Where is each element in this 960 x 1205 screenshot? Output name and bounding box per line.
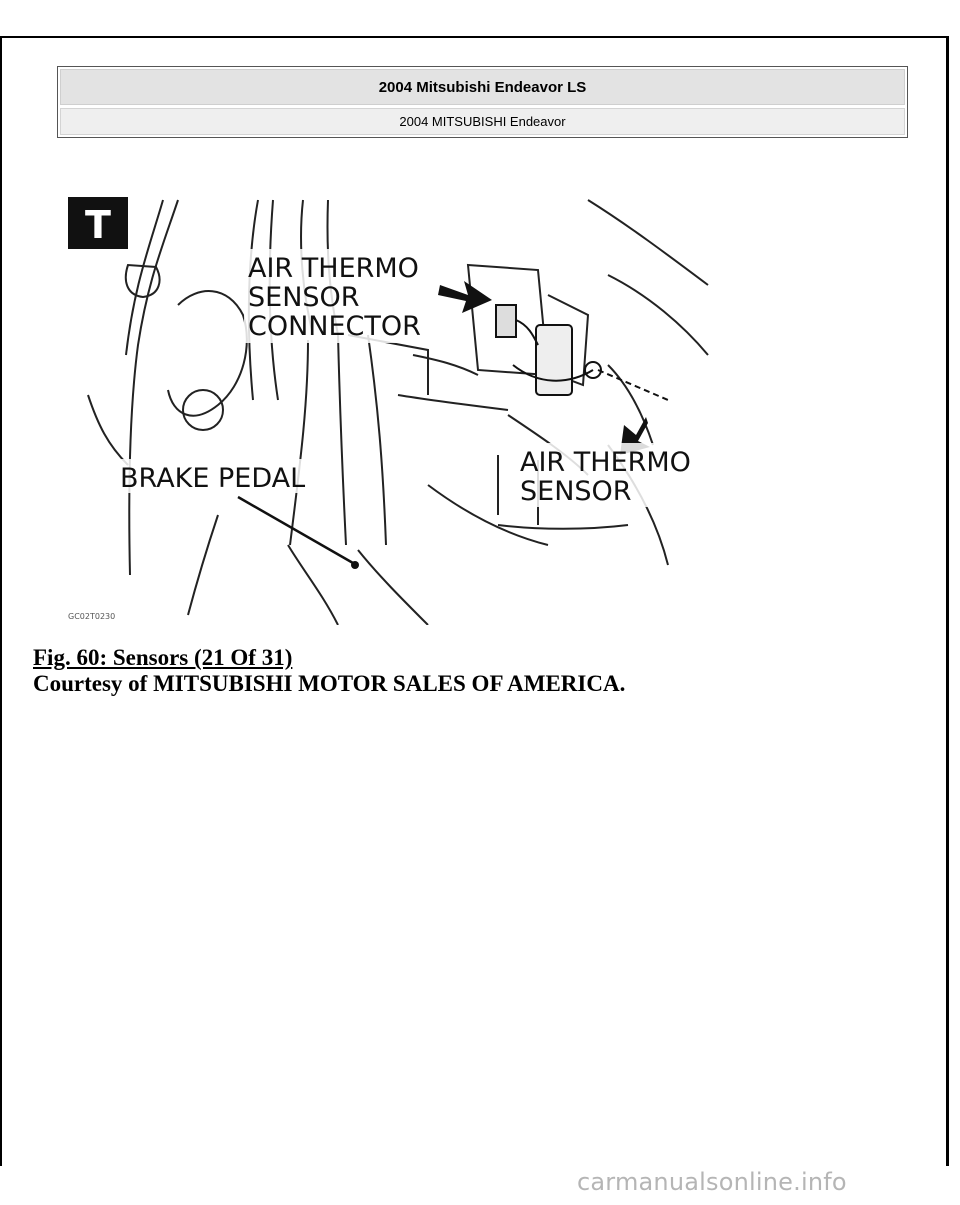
label-connector-line1: AIR THERMO bbox=[248, 253, 419, 284]
figure-image-code: GC02T0230 bbox=[68, 612, 116, 621]
brake-pedal-leader-dot bbox=[351, 561, 359, 569]
corner-badge-letter: T bbox=[85, 203, 111, 247]
label-brake-pedal: BRAKE PEDAL bbox=[120, 463, 306, 494]
header-title: 2004 Mitsubishi Endeavor LS bbox=[60, 69, 905, 105]
document-header bbox=[57, 66, 908, 138]
label-connector-line3: CONNECTOR bbox=[248, 311, 421, 342]
figure-illustration bbox=[68, 185, 728, 625]
footer-watermark: carmanualsonline.info bbox=[577, 1168, 847, 1196]
figure-caption bbox=[33, 645, 625, 697]
header-subtitle: 2004 MITSUBISHI Endeavor bbox=[60, 108, 905, 135]
figure-caption-courtesy: Courtesy of MITSUBISHI MOTOR SALES OF AMERICA. bbox=[33, 671, 626, 696]
connector-detail bbox=[496, 305, 668, 400]
connector-arrow bbox=[438, 281, 492, 313]
figure-caption-title: Fig. 60: Sensors (21 Of 31) bbox=[33, 645, 293, 670]
label-connector-line2: SENSOR bbox=[248, 282, 360, 313]
sensor-location-figure bbox=[68, 185, 728, 625]
label-sensor-line1: AIR THERMO bbox=[520, 447, 691, 478]
label-sensor-line2: SENSOR bbox=[520, 476, 632, 507]
